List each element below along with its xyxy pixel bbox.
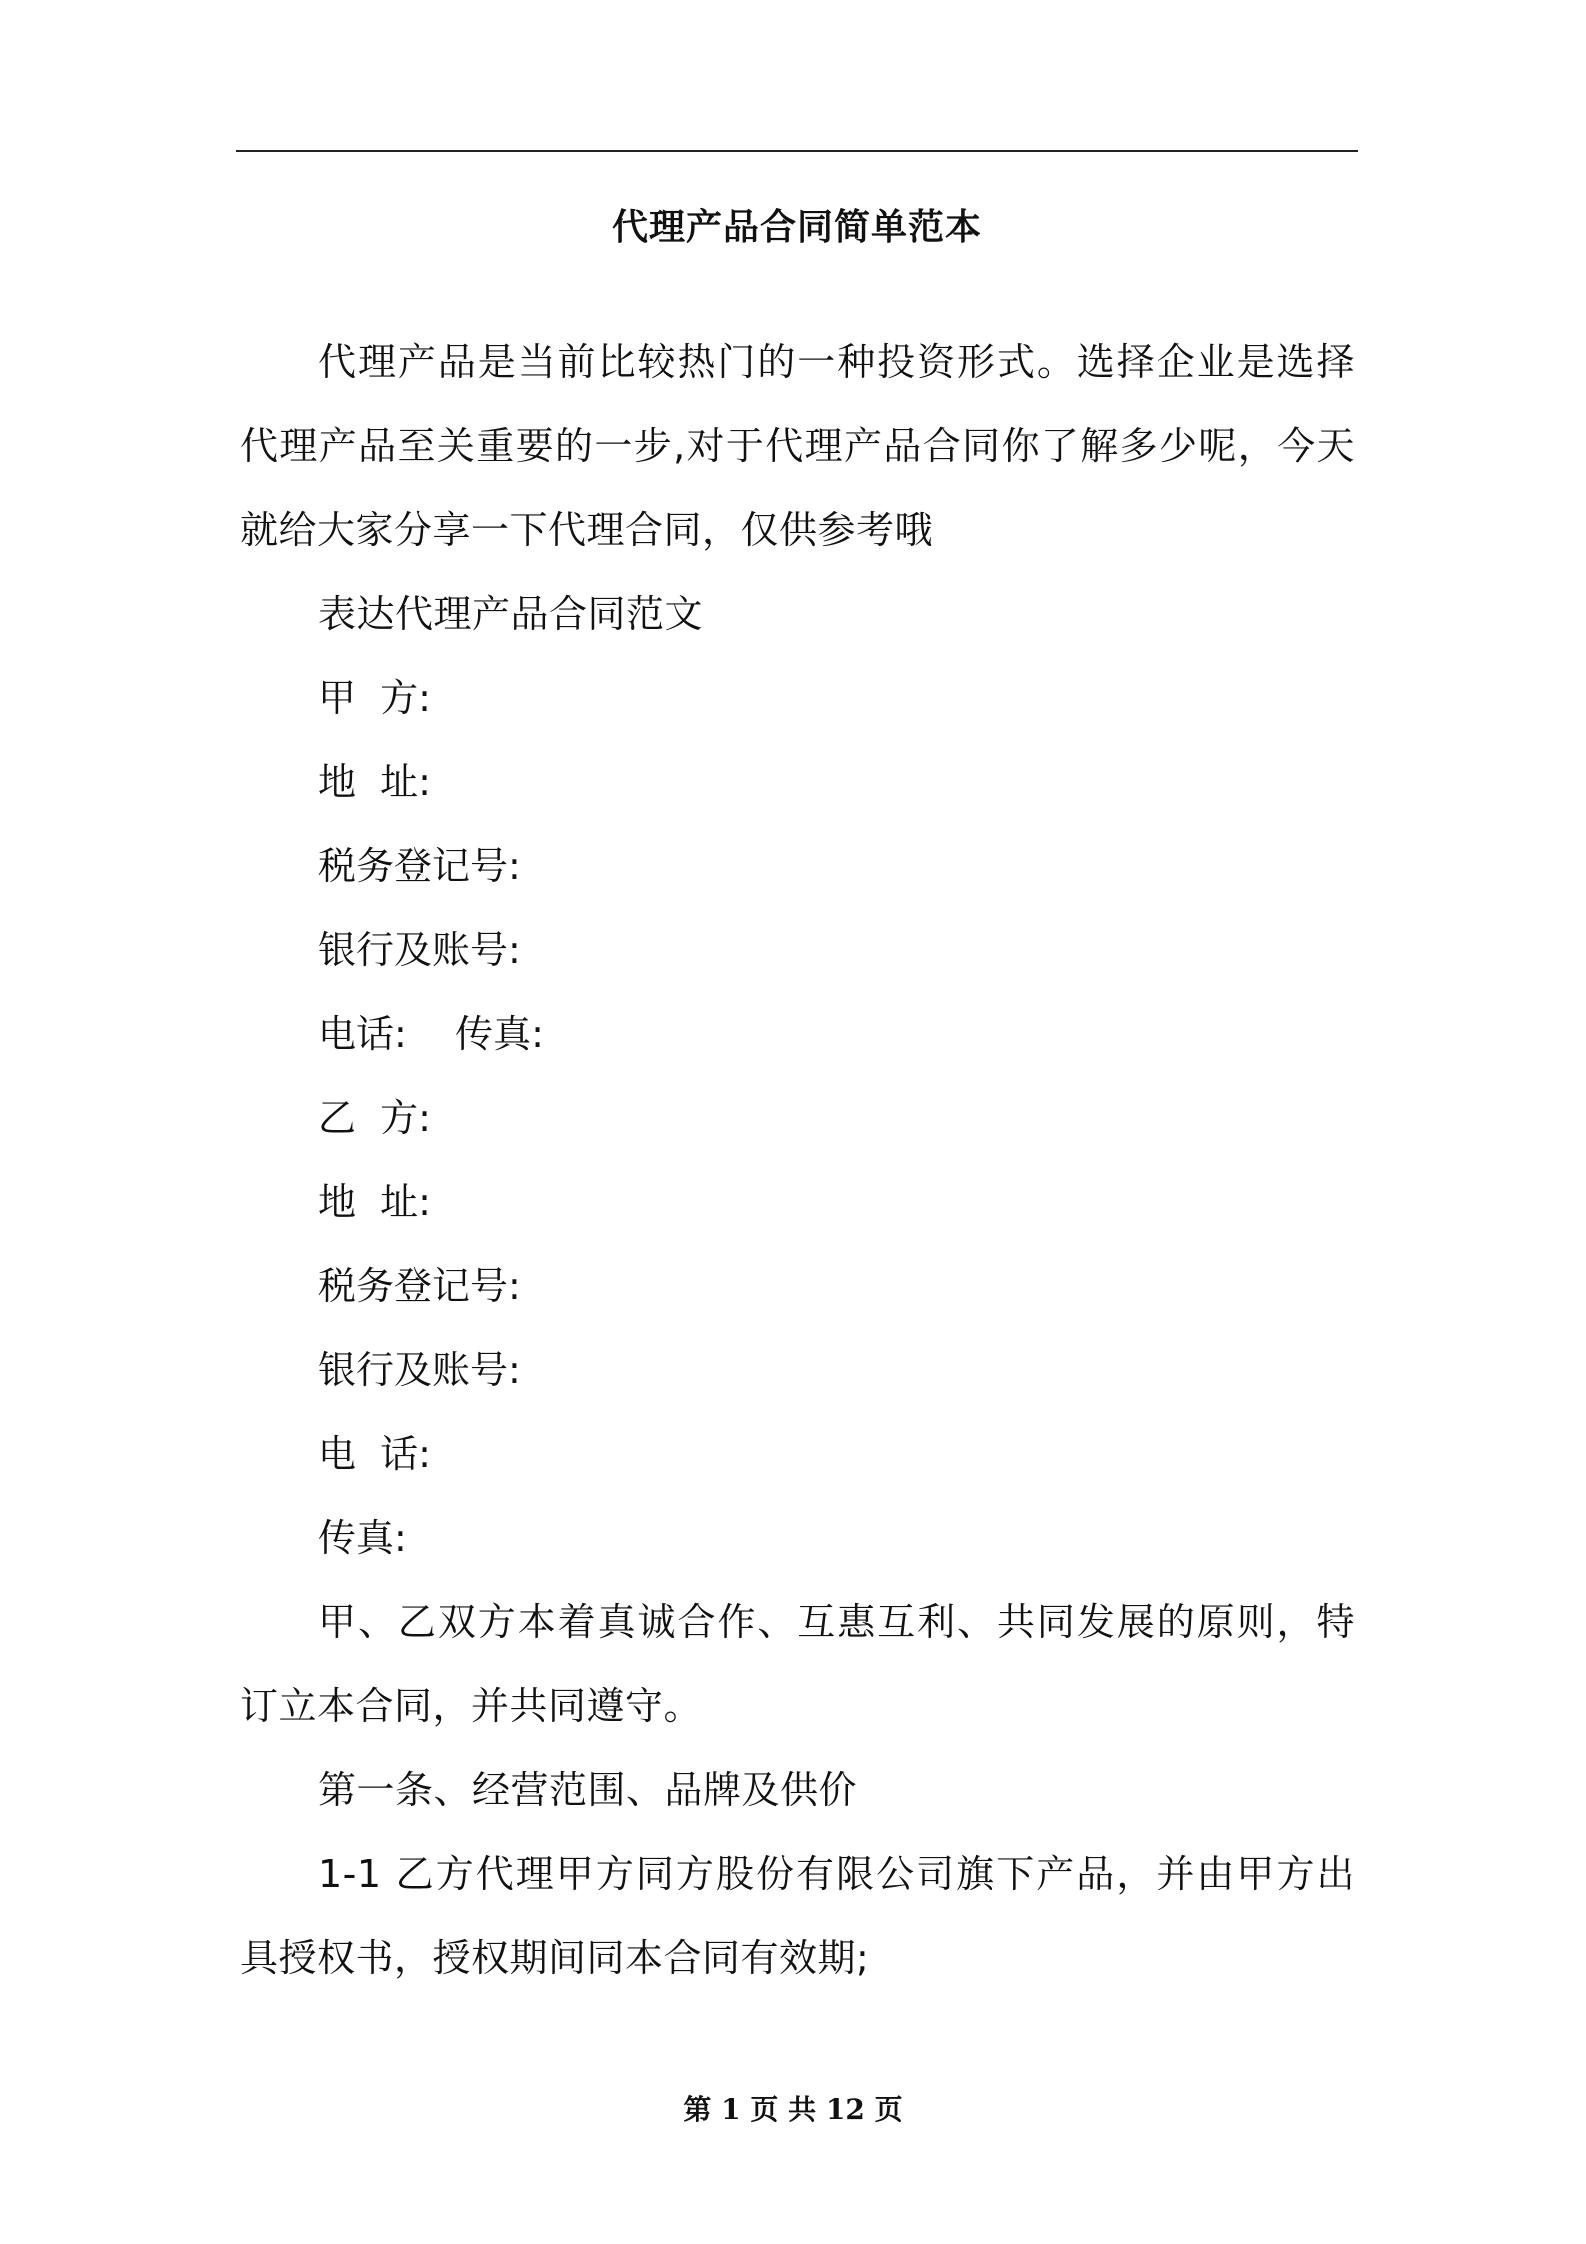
header-rule <box>236 150 1358 152</box>
party-a-block <box>240 656 1355 1076</box>
intro-paragraph: 代理产品是当前比较热门的一种投资形式。选择企业是选择代理产品至关重要的一步,对于代理产品合同你了解多少呢，今天就给大家分享一下代理合同，仅供参考哦 <box>240 340 1355 552</box>
party-a-name-field: 甲 方: <box>318 676 431 720</box>
party-b-phone-field: 电 话: <box>318 1432 431 1476</box>
party-b-tax-field: 税务登记号: <box>318 1264 521 1308</box>
clause-1-1: 1-1 乙方代理甲方同方股份有限公司旗下产品，并由甲方出具授权书，授权期间同本合同有效期; <box>240 1852 1355 1980</box>
party-b-fax-field: 传真: <box>318 1516 407 1560</box>
party-b-bank-field: 银行及账号: <box>318 1348 521 1392</box>
party-b-block <box>240 1076 1355 1580</box>
contract-subtitle: 表达代理产品合同范文 <box>318 592 704 636</box>
party-a-address-field: 地 址: <box>318 760 431 804</box>
article-1-heading: 第一条、经营范围、品牌及供价 <box>318 1768 858 1812</box>
party-b-address-field: 地 址: <box>318 1180 431 1224</box>
document-title: 代理产品合同简单范本 <box>611 207 982 248</box>
party-a-tax-field: 税务登记号: <box>318 844 521 888</box>
party-b-name-field: 乙 方: <box>318 1096 431 1140</box>
party-a-bank-field: 银行及账号: <box>318 928 521 972</box>
agreement-paragraph: 甲、乙双方本着真诚合作、互惠互利、共同发展的原则，特订立本合同，并共同遵守。 <box>240 1600 1355 1728</box>
document-body <box>240 320 1355 2000</box>
page-indicator: 第 1 页 共 12 页 <box>683 2093 903 2126</box>
party-a-phone-fax-field: 电话: 传真: <box>318 1012 544 1056</box>
